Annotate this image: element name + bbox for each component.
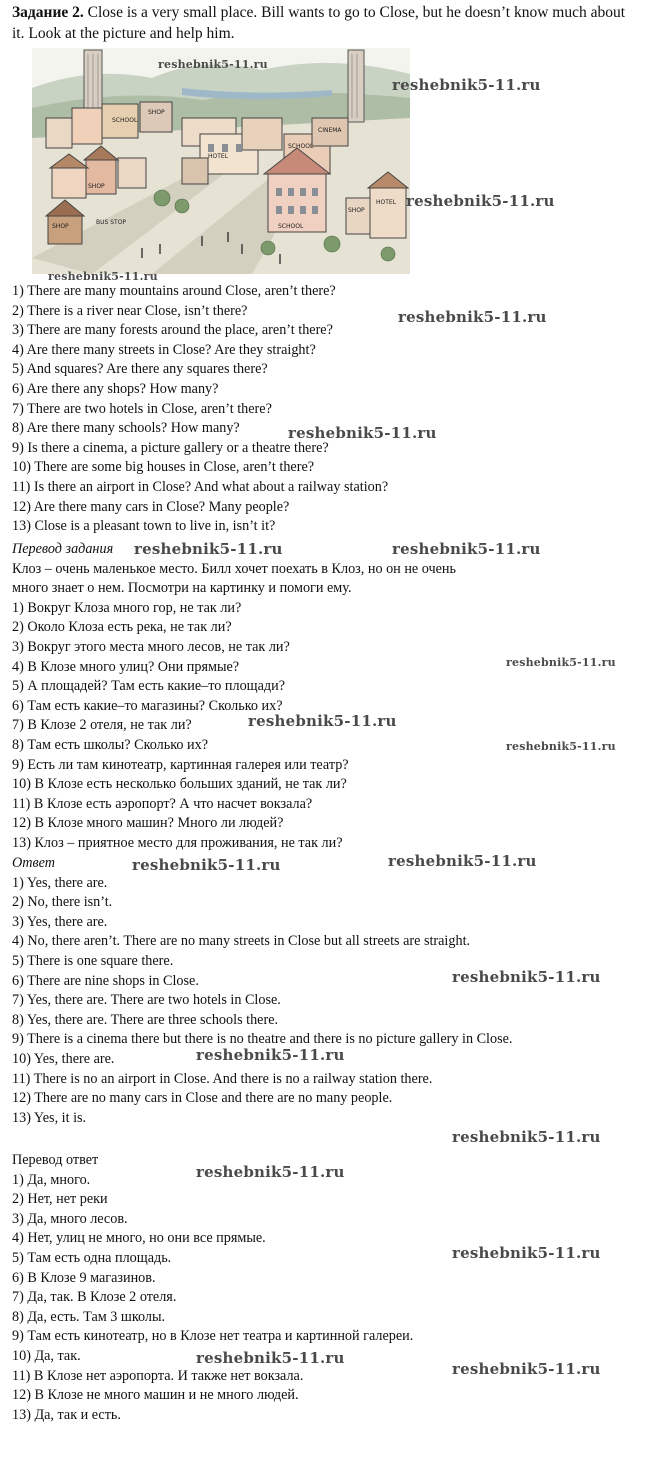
translation-item: 7) В Клозе 2 отеля, не так ли? <box>12 717 192 734</box>
watermark: reshebnik5-11.ru <box>392 540 541 558</box>
question-item: 9) Is there a cinema, a picture gallery or a theatre there? <box>12 439 329 456</box>
task-text: Close is a very small place. Bill wants to go to Close, but he doesn’t know much about it. Look at the picture and help him. <box>12 4 626 42</box>
question-item: 6) Are there any shops? How many? <box>12 380 219 397</box>
translation-item: 4) В Клозе много улиц? Они прямые? <box>12 658 240 675</box>
watermark: reshebnik5-11.ru <box>506 740 616 753</box>
answer-item: 4) No, there aren’t. There are no many streets in Close but all streets are straight. <box>12 933 471 950</box>
question-item: 2) There is a river near Close, isn’t there? <box>12 302 248 319</box>
answer-item: 8) Yes, there are. There are three schools there. <box>12 1011 279 1028</box>
translation-item: 10) В Клозе есть несколько больших зданий, не так ли? <box>12 776 347 793</box>
watermark: reshebnik5-11.ru <box>132 856 281 874</box>
answer-translation-item: 9) Там есть кинотеатр, но в Клозе нет театра и картинной галереи. <box>12 1328 414 1345</box>
question-item: 13) Close is a pleasant town to live in, isn’t it? <box>12 518 276 535</box>
sign-shop-1: SHOP <box>148 109 165 116</box>
town-illustration <box>32 48 410 274</box>
sign-hotel-1: HOTEL <box>208 153 229 160</box>
answer-translation-heading: Перевод ответ <box>12 1152 99 1168</box>
translation-item: 9) Есть ли там кинотеатр, картинная галерея или театр? <box>12 756 349 773</box>
answer-item: 9) There is a cinema there but there is no theatre and there is no picture gallery in Close. <box>12 1031 513 1048</box>
task-translation <box>12 540 632 854</box>
sign-hotel-2: HOTEL <box>376 199 397 206</box>
watermark: reshebnik5-11.ru <box>158 58 268 71</box>
question-item: 4) Are there many streets in Close? Are they straight? <box>12 341 316 358</box>
translation-item: 8) Там есть школы? Сколько их? <box>12 736 209 753</box>
watermark: reshebnik5-11.ru <box>288 424 437 442</box>
answer-item: 5) There is one square there. <box>12 952 174 969</box>
watermark: reshebnik5-11.ru <box>452 968 601 986</box>
question-item: 1) There are many mountains around Close, aren’t there? <box>12 283 336 299</box>
answer-translation-item: 13) Да, так и есть. <box>12 1406 121 1423</box>
watermark: reshebnik5-11.ru <box>506 656 616 669</box>
translation-intro-line: Клоз – очень маленькое место. Билл хочет поехать в Клоз, но он не очень <box>12 560 456 577</box>
answer-translation-item: 2) Нет, нет реки <box>12 1191 108 1208</box>
sign-school-2: SCHOOL <box>288 143 314 150</box>
answer-translation-item: 11) В Клозе нет аэропорта. И также нет вокзала. <box>12 1367 304 1384</box>
translation-item: 13) Клоз – приятное место для проживания, не так ли? <box>12 834 343 851</box>
watermark: reshebnik5-11.ru <box>452 1360 601 1378</box>
sign-shop-3: SHOP <box>52 223 69 230</box>
sign-school-1: SCHOOL <box>112 117 138 124</box>
sign-school-3: SCHOOL <box>278 223 304 230</box>
answers-section <box>12 854 632 1128</box>
translation-item: 5) А площадей? Там есть какие–то площади? <box>12 678 285 695</box>
answer-heading: Ответ <box>12 855 56 871</box>
answer-translation-item: 8) Да, есть. Там 3 школы. <box>12 1308 166 1325</box>
sign-bus-stop: BUS STOP <box>96 219 127 226</box>
task-label: Задание 2. <box>12 4 84 21</box>
translation-item: 12) В Клозе много машин? Много ли людей? <box>12 815 284 832</box>
sign-shop-2: SHOP <box>88 183 105 190</box>
watermark: reshebnik5-11.ru <box>452 1244 601 1262</box>
watermark: reshebnik5-11.ru <box>196 1349 345 1367</box>
translation-item: 6) Там есть какие–то магазины? Сколько их? <box>12 697 283 714</box>
answer-translation-item: 3) Да, много лесов. <box>12 1210 128 1227</box>
watermark: reshebnik5-11.ru <box>406 192 555 210</box>
answer-item: 13) Yes, it is. <box>12 1109 87 1126</box>
answer-item: 12) There are no many cars in Close and there are no many people. <box>12 1090 393 1107</box>
question-item: 10) There are some big houses in Close, aren’t there? <box>12 459 315 476</box>
watermark: reshebnik5-11.ru <box>196 1163 345 1181</box>
answer-item: 10) Yes, there are. <box>12 1050 115 1067</box>
answer-translation-item: 4) Нет, улиц не много, но они все прямые. <box>12 1230 266 1247</box>
watermark: reshebnik5-11.ru <box>134 540 283 558</box>
watermark: reshebnik5-11.ru <box>388 852 537 870</box>
answer-item: 6) There are nine shops in Close. <box>12 972 199 989</box>
answer-translation-item: 10) Да, так. <box>12 1347 81 1364</box>
watermark: reshebnik5-11.ru <box>452 1128 601 1146</box>
sign-cinema: CINEMA <box>318 127 342 134</box>
translation-item: 1) Вокруг Клоза много гор, не так ли? <box>12 599 242 616</box>
question-item: 8) Are there many schools? How many? <box>12 420 240 437</box>
watermark: reshebnik5-11.ru <box>196 1046 345 1064</box>
answer-item: 3) Yes, there are. <box>12 913 108 930</box>
translation-item: 3) Вокруг этого места много лесов, не так ли? <box>12 638 290 655</box>
sign-shop-4: SHOP <box>348 207 365 214</box>
translation-item: 11) В Клозе есть аэропорт? А что насчет вокзала? <box>12 795 313 812</box>
answer-item: 7) Yes, there are. There are two hotels in Close. <box>12 992 281 1009</box>
answer-item: 2) No, there isn’t. <box>12 894 113 911</box>
answer-translation-item: 6) В Клозе 9 магазинов. <box>12 1269 156 1286</box>
task-statement <box>12 2 640 44</box>
answer-translation-item: 7) Да, так. В Клозе 2 отеля. <box>12 1289 177 1306</box>
answer-translation-item: 12) В Клозе не много машин и не много людей. <box>12 1387 299 1404</box>
translation-heading: Перевод задания <box>12 541 114 557</box>
answer-item: 11) There is no an airport in Close. And there is no a railway station there. <box>12 1070 433 1087</box>
watermark: reshebnik5-11.ru <box>398 308 547 326</box>
answer-item: 1) Yes, there are. <box>12 874 108 891</box>
question-item: 5) And squares? Are there any squares there? <box>12 361 268 378</box>
translation-item: 2) Около Клоза есть река, не так ли? <box>12 619 232 636</box>
question-item: 3) There are many forests around the place, aren’t there? <box>12 322 333 339</box>
watermark: reshebnik5-11.ru <box>248 712 397 730</box>
answer-translation-section <box>12 1151 632 1425</box>
watermark: reshebnik5-11.ru <box>392 76 541 94</box>
answer-translation-item: 1) Да, много. <box>12 1171 91 1188</box>
question-item: 11) Is there an airport in Close? And what about a railway station? <box>12 478 389 495</box>
translation-intro-line: много знает о нем. Посмотри на картинку и помоги ему. <box>12 580 352 597</box>
question-item: 12) Are there many cars in Close? Many people? <box>12 498 290 515</box>
watermark: reshebnik5-11.ru <box>48 270 158 283</box>
question-item: 7) There are two hotels in Close, aren’t there? <box>12 400 272 417</box>
answer-translation-item: 5) Там есть одна площадь. <box>12 1249 172 1266</box>
